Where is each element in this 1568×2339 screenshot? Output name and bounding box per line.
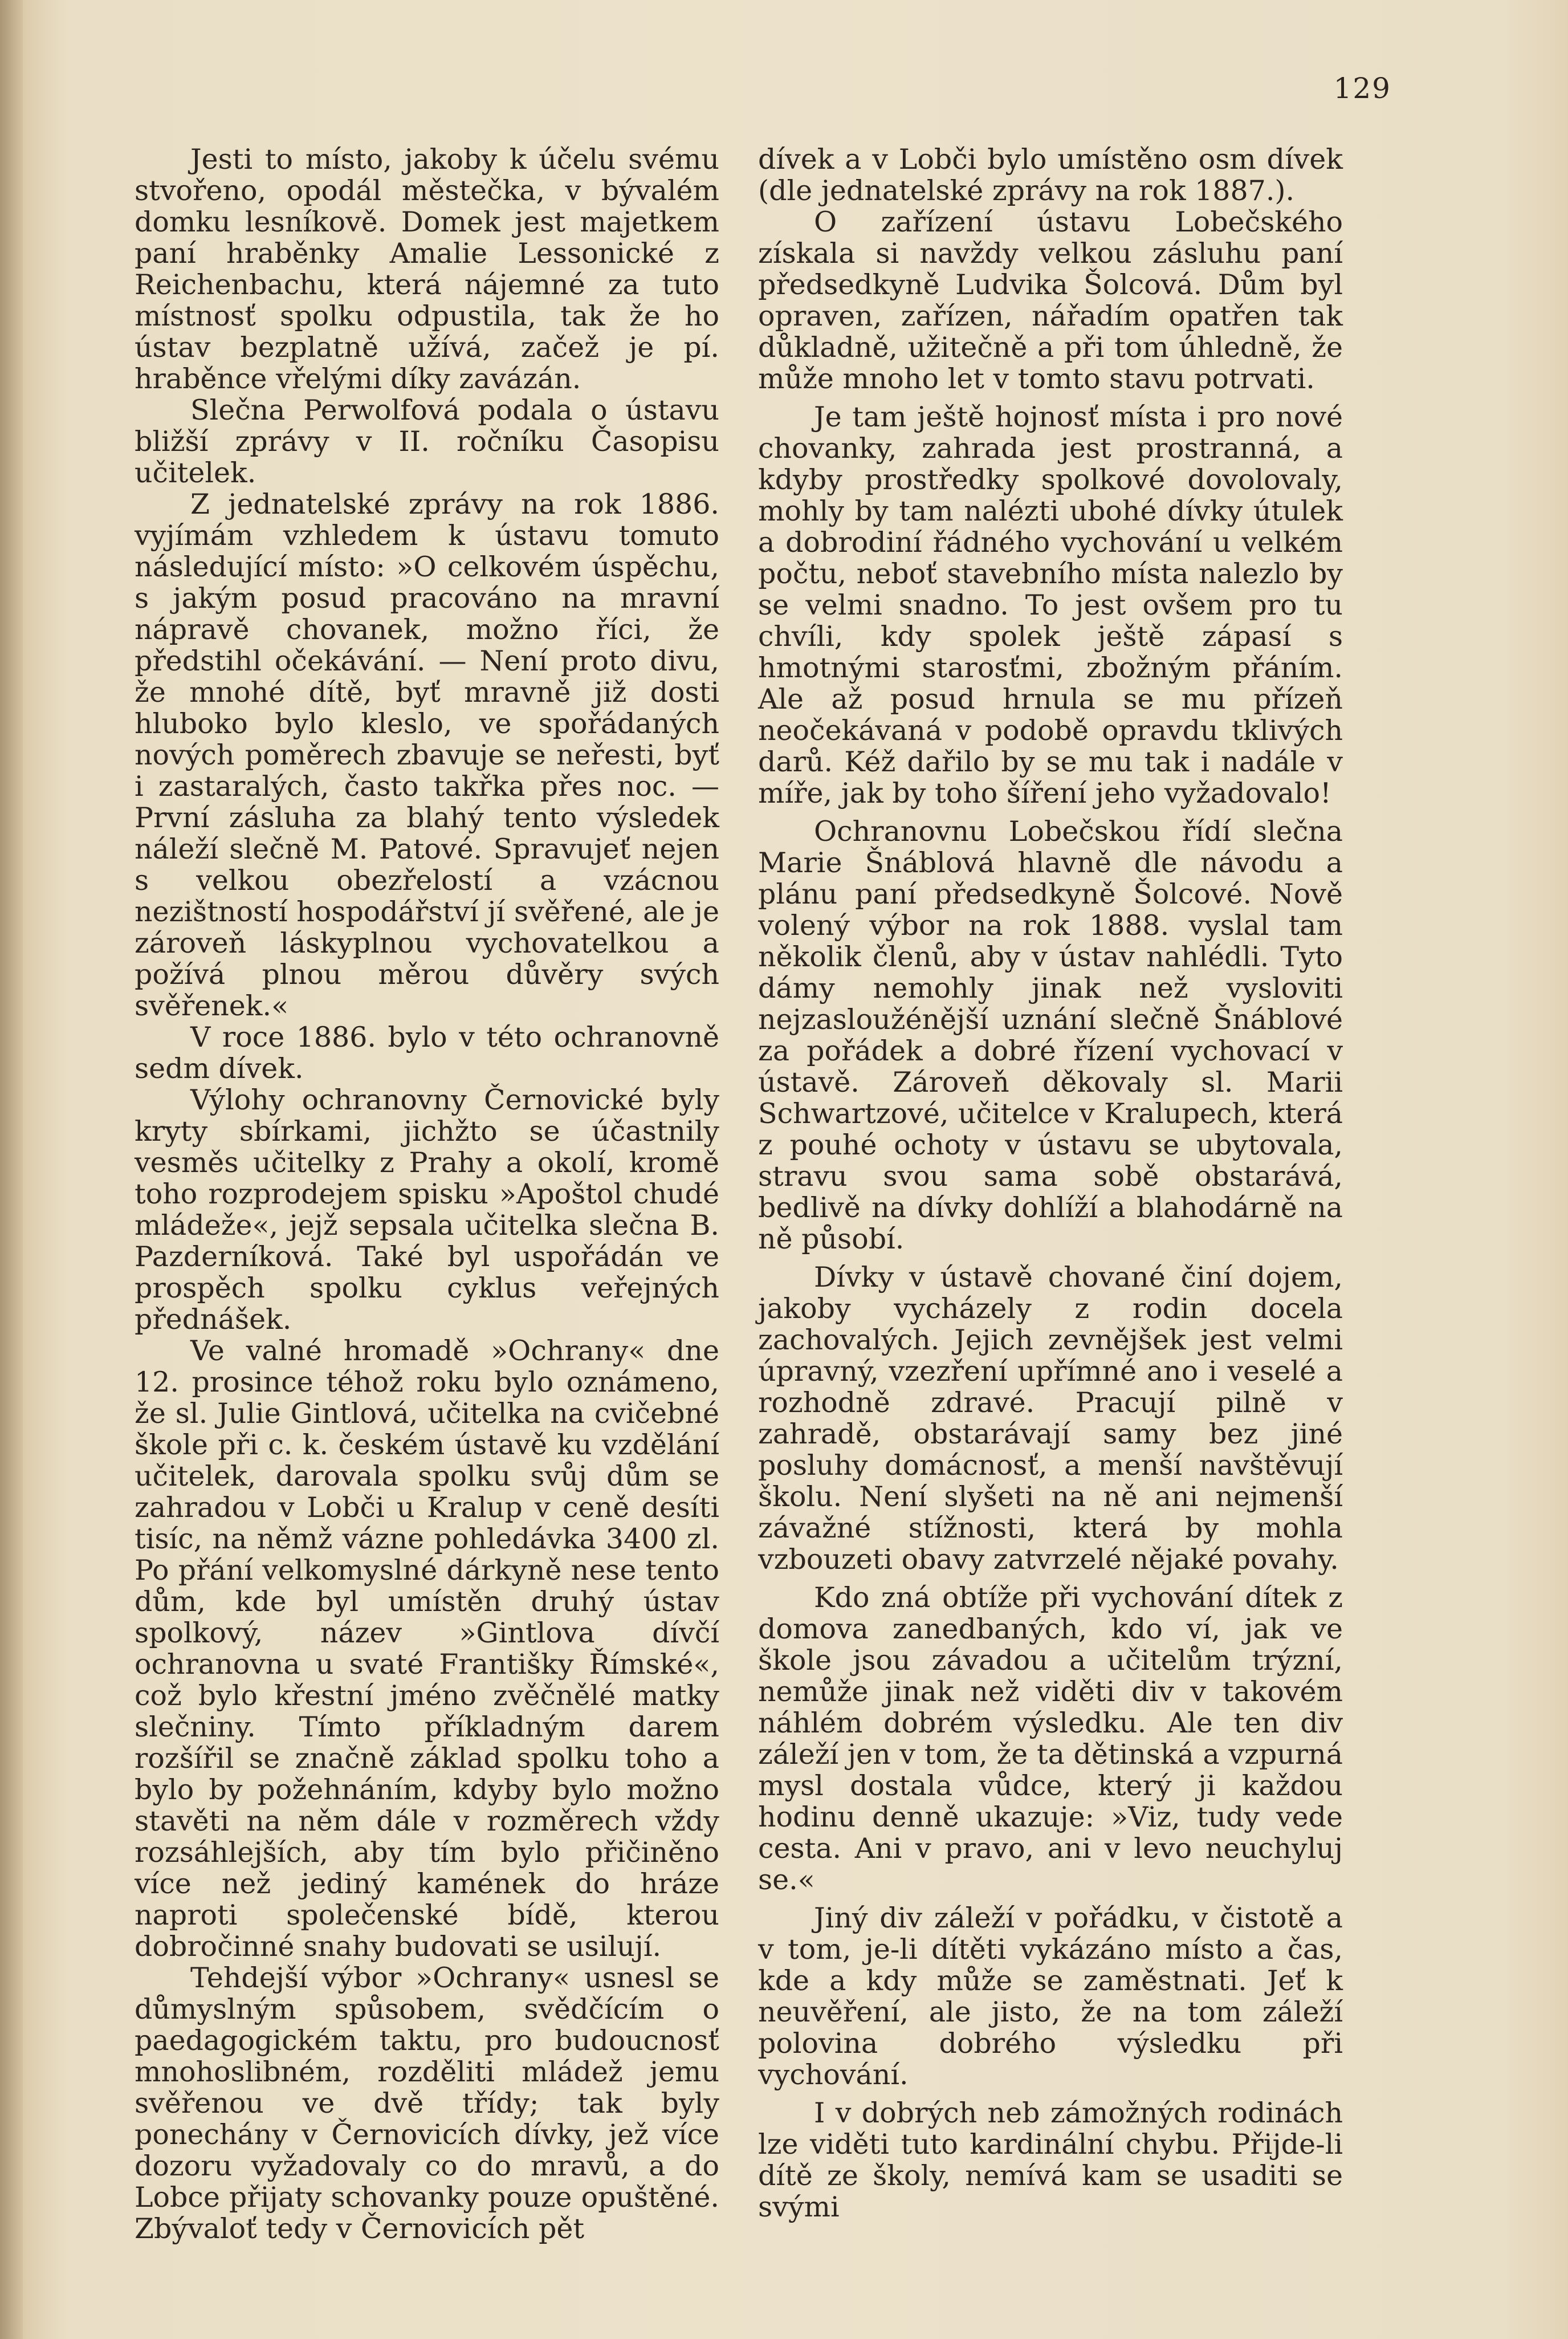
paragraph: Ochranovnu Lobečskou řídí slečna Marie Šnáblová hlavně dle návodu a plánu paní předsedkyně Šolcové. Nově volený výbor na rok 1888. vyslal tam několik členů, aby v ústav nahlédli. Tyto dámy nemohly jinak než vysloviti nejzasloužénější uznání slečně Šnáblové za pořádek a dobré řízení vychovací v ústavě. Zároveň děkovaly sl. Marii Schwartzové, učitelce v Kralupech, která z pouhé ochoty v ústavu se ubytovala, stravu svou sama sobě obstarává, bedlivě na dívky dohlíží a blahodárně na ně působí. [758, 815, 1343, 1255]
right-column [758, 144, 1343, 2223]
paragraph: Jiný div záleží v pořádku, v čistotě a v tom, je-li dítěti vykázáno místo a čas, kde a kdy může se zaměstnati. Jeť k neuvěření, ale jisto, že na tom záleží polovina dobrého výsledku při vychování. [758, 1902, 1343, 2091]
left-column [135, 144, 719, 2244]
paragraph: O zařízení ústavu Lobečského získala si navždy velkou zásluhu paní předsedkyně Ludvika Šolcová. Dům byl opraven, zařízen, nářadím opatřen tak důkladně, užitečně a při tom úhledně, že může mnoho let v tomto stavu potrvati. [758, 206, 1343, 395]
paragraph: dívek a v Lobči bylo umístěno osm dívek (dle jednatelské zprávy na rok 1887.). [758, 143, 1343, 207]
paragraph: Kdo zná obtíže při vychování dítek z domova zanedbaných, kdo ví, jak ve škole jsou závadou a učitelům trýzní, nemůže jinak než viděti div v takovém náhlém dobrém výsledku. Ale ten div záleží jen v tom, že ta dětinská a vzpurná mysl dostala vůdce, který ji každou hodinu denně ukazuje: »Viz, tudy vede cesta. Ani v pravo, ani v levo neuchyluj se.« [758, 1581, 1343, 1896]
paragraph: Jesti to místo, jakoby k účelu svému stvořeno, opodál městečka, v bývalém domku lesníkově. Domek jest majetkem paní hraběnky Amalie Lessonické z Reichenbachu, která nájemné za tuto místnosť spolku odpustila, tak že ho ústav bezplatně užívá, začež je pí. hraběnce vřelými díky zavázán. [135, 143, 719, 395]
paragraph: Dívky v ústavě chované činí dojem, jakoby vycházely z rodin docela zachovalých. Jejich zevnějšek jest velmi úpravný, vzezření upřímné ano i veselé a rozhodně zdravé. Pracují pilně v zahradě, obstarávají samy bez jiné posluhy domácnosť, a menší navštěvují školu. Není slyšeti na ně ani nejmenší závažné stížnosti, která by mohla vzbouzeti obavy zatvrzelé nějaké povahy. [758, 1261, 1343, 1576]
paragraph: Ve valné hromadě »Ochrany« dne 12. prosince téhož roku bylo oznámeno, že sl. Julie Gintlová, učitelka na cvičebné škole při c. k. českém ústavě ku vzdělání učitelek, darovala spolku svůj dům se zahradou v Lobči u Kralup v ceně desíti tisíc, na němž vázne pohledávka 3400 zl. Po přání velkomyslné dárkyně nese tento dům, kde byl umístěn druhý ústav spolkový, název »Gintlova dívčí ochranovna u svaté Františky Římské«, což bylo křestní jméno zvěčnělé matky slečniny. Tímto příkladným darem rozšířil se značně základ spolku toho a bylo by požehnáním, kdyby bylo možno stavěti na něm dále v rozměrech vždy rozsáhlejších, aby tím bylo přičiněno více než jediný kamének do hráze naproti společenské bídě, kterou dobročinné snahy budovati se usilují. [135, 1335, 719, 1963]
paragraph: Z jednatelské zprávy na rok 1886. vyjímám vzhledem k ústavu tomuto následující místo: »O celkovém úspěchu, s jakým posud pracováno na mravní nápravě chovanek, možno říci, že předstihl očekávání. — Není proto divu, že mnohé dítě, byť mravně již dosti hluboko bylo kleslo, ve spořádaných nových poměrech zbavuje se neřesti, byť i zastaralých, často takřka přes noc. — První zásluha za blahý tento výsledek náleží slečně M. Patové. Spravujeť nejen s velkou obezřelostí a vzácnou nezištností hospodářství jí svěřené, ale je zároveň láskyplnou vychovatelkou a požívá plnou měrou důvěry svých svěřenek.« [135, 488, 719, 1022]
paragraph: Výlohy ochranovny Černovické byly kryty sbírkami, jichžto se účastnily vesměs učitelky z Prahy a okolí, kromě toho rozprodejem spisku »Apoštol chudé mládeže«, jejž sepsala učitelka slečna B. Pazderníková. Také byl uspořádán ve prospěch spolku cyklus veřejných přednášek. [135, 1084, 719, 1336]
paragraph: Je tam ještě hojnosť místa i pro nové chovanky, zahrada jest prostranná, a kdyby prostředky spolkové dovolovaly, mohly by tam nalézti ubohé dívky útulek a dobrodiní řádného vychování u velkém počtu, neboť stavebního místa nalezlo by se velmi snadno. To jest ovšem pro tu chvíli, kdy spolek ještě zápasí s hmotnými starosťmi, zbožným přáním. Ale až posud hrnula se mu přízeň neočekávaná v podobě opravdu tklivých darů. Kéž dařilo by se mu tak i nadále v míře, jak by toho šíření jeho vyžadovalo! [758, 401, 1343, 810]
paragraph: I v dobrých neb zámožných rodinách lze viděti tuto kardinální chybu. Přijde-li dítě ze školy, nemívá kam se usaditi se svými [758, 2097, 1343, 2223]
binding-shadow [0, 0, 23, 2339]
paragraph: Tehdejší výbor »Ochrany« usnesl se důmyslným spůsobem, svědčícím o paedagogickém taktu, pro budoucnosť mnohoslibném, rozděliti mládež jemu svěřenou ve dvě třídy; tak byly ponechány v Černovicích dívky, jež více dozoru vyžadovaly co do mravů, a do Lobce přijaty schovanky pouze opuštěné. Zbývaloť tedy v Černovicích pět [135, 1962, 719, 2245]
paragraph: Slečna Perwolfová podala o ústavu bližší zprávy v II. ročníku Časopisu učitelek. [135, 394, 719, 489]
page-number: 129 [1333, 72, 1391, 105]
paragraph: V roce 1886. bylo v této ochranovně sedm dívek. [135, 1021, 719, 1085]
